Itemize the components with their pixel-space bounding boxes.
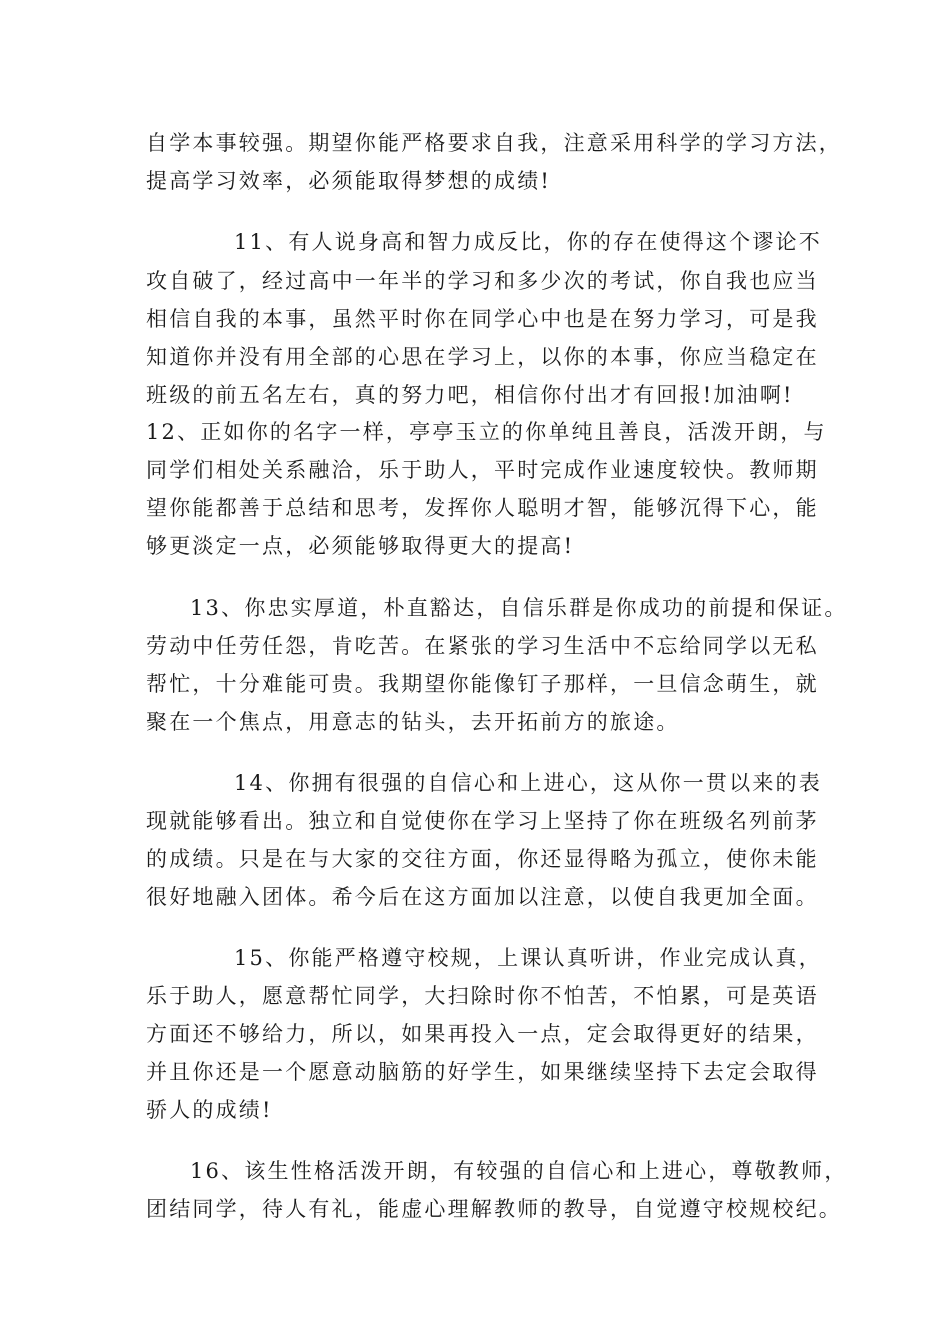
- p4-line-2: 劳动中任劳任怨，肯吃苦。在紧张的学习生活中不忘给同学以无私: [146, 634, 819, 658]
- p6-line-2: 乐于助人，愿意帮忙同学，大扫除时你不怕苦，不怕累，可是英语: [146, 984, 819, 1008]
- p3-line-3: 望你能都善于总结和思考，发挥你人聪明才智，能够沉得下心，能: [146, 496, 819, 520]
- p6-line-5: 骄人的成绩!: [146, 1098, 273, 1122]
- p1-line-2: 提高学习效率，必须能取得梦想的成绩!: [146, 169, 552, 193]
- p2-line-2: 攻自破了，经过高中一年半的学习和多少次的考试，你自我也应当: [146, 269, 819, 293]
- p4-line-3: 帮忙，十分难能可贵。我期望你能像钉子那样，一旦信念萌生，就: [146, 672, 819, 696]
- p3-line-2: 同学们相处关系融洽，乐于助人，平时完成作业速度较快。教师期: [146, 458, 819, 482]
- p6-line-1: 15、你能严格遵守校规，上课认真听讲，作业完成认真，: [234, 946, 822, 970]
- p5-line-2: 现就能够看出。独立和自觉使你在学习上坚持了你在班级名列前茅: [146, 809, 819, 833]
- p2-line-1: 11、有人说身高和智力成反比，你的存在使得这个谬论不: [234, 230, 822, 254]
- p5-line-3: 的成绩。只是在与大家的交往方面，你还显得略为孤立，使你未能: [146, 847, 819, 871]
- p2-line-3: 相信自我的本事，虽然平时你在同学心中也是在努力学习，可是我: [146, 307, 819, 331]
- p5-line-4: 很好地融入团体。希今后在这方面加以注意，以使自我更加全面。: [146, 885, 819, 909]
- p2-line-5: 班级的前五名左右，真的努力吧，相信你付出才有回报!加油啊!: [146, 383, 794, 407]
- p7-line-2: 团结同学，待人有礼，能虚心理解教师的教导，自觉遵守校规校纪。: [146, 1197, 842, 1221]
- p3-line-4: 够更淡定一点，必须能够取得更大的提高!: [146, 534, 575, 558]
- p6-line-4: 并且你还是一个愿意动脑筋的好学生，如果继续坚持下去定会取得: [146, 1060, 819, 1084]
- p4-line-4: 聚在一个焦点，用意志的钻头，去开拓前方的旅途。: [146, 710, 680, 734]
- p7-line-1: 16、该生性格活泼开朗，有较强的自信心和上进心，尊敬教师，: [190, 1159, 848, 1183]
- p3-line-1: 12、正如你的名字一样，亭亭玉立的你单纯且善良，活泼开朗，与: [146, 420, 827, 444]
- p1-line-1: 自学本事较强。期望你能严格要求自我，注意采用科学的学习方法，: [146, 131, 842, 155]
- p2-line-4: 知道你并没有用全部的心思在学习上，以你的本事，你应当稳定在: [146, 345, 819, 369]
- p4-line-1: 13、你忠实厚道，朴直豁达，自信乐群是你成功的前提和保证。: [190, 596, 848, 620]
- p5-line-1: 14、你拥有很强的自信心和上进心，这从你一贯以来的表: [234, 771, 822, 795]
- p6-line-3: 方面还不够给力，所以，如果再投入一点，定会取得更好的结果，: [146, 1022, 819, 1046]
